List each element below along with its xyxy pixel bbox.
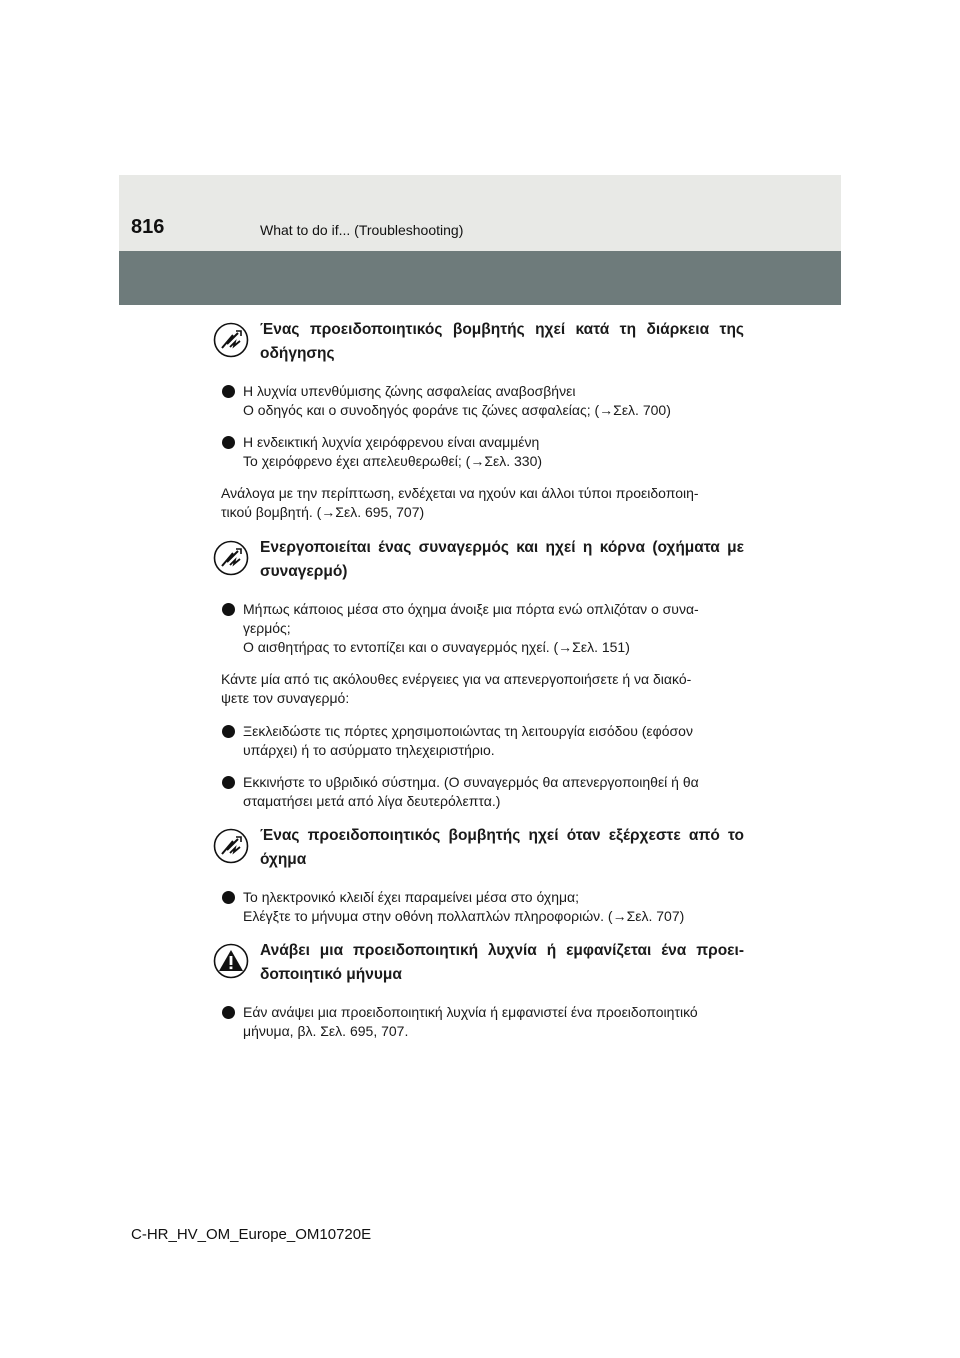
warning-buzzer-icon: [213, 322, 249, 358]
bullet-dot-icon: [222, 776, 235, 789]
bullet-dot-icon: [222, 385, 235, 398]
section-heading: [221, 318, 744, 368]
content-area: [221, 318, 744, 1054]
section-band: [119, 251, 841, 305]
text-line: Η λυχνία υπενθύμισης ζώνης ασφαλείας αναβοσβήνει: [243, 383, 576, 399]
bullet-item: [221, 1003, 744, 1041]
text-line: γερμός;: [243, 620, 291, 636]
bullet-item: [221, 382, 744, 420]
section-title: Ενεργοποιείται ένας συναγερμός και ηχεί η κόρνα (οχήματα με συναγερμό): [260, 539, 744, 580]
text-line: Ο αισθητήρας το εντοπίζει και ο συναγερμός ηχεί. (→Σελ. 151): [243, 639, 630, 655]
text-line: Η ενδεικτική λυχνία χειρόφρενου είναι αναμμένη: [243, 434, 540, 450]
section-heading: [221, 939, 744, 989]
chapter-title: What to do if... (Troubleshooting): [260, 222, 464, 238]
bullet-dot-icon: [222, 603, 235, 616]
text-line: Εκκινήστε το υβριδικό σύστημα. (Ο συναγερμός θα απενεργοποιηθεί ή θα: [243, 774, 699, 790]
section-title: Ένας προειδοποιητικός βομβητής ηχεί κατά τη διάρκεια της οδήγησης: [260, 321, 744, 362]
header-band: [119, 175, 841, 251]
bullet-item: [221, 600, 744, 657]
alarm-horn-icon: [213, 540, 249, 576]
text-line: Το χειρόφρενο έχει απελευθερωθεί; (→Σελ. 330): [243, 453, 543, 469]
text-line: τικού βομβητή. (→Σελ. 695, 707): [221, 504, 425, 520]
text-line: υπάρχει) ή το ασύρματο τηλεχειριστήριο.: [243, 742, 495, 758]
text-line: ψετε τον συναγερμό:: [221, 690, 350, 706]
bullet-dot-icon: [222, 1006, 235, 1019]
text-line: Κάντε μία από τις ακόλουθες ενέργειες για να απενεργοποιήσετε ή να διακό-: [221, 671, 692, 687]
section-2: [221, 536, 744, 811]
bullet-item: [221, 888, 744, 926]
bullet-dot-icon: [222, 891, 235, 904]
text-line: Εάν ανάψει μια προειδοποιητική λυχνία ή εμφανιστεί ένα προειδοποιητικό: [243, 1004, 698, 1020]
section-title: Ένας προειδοποιητικός βομβητής ηχεί όταν εξέρχεστε από το όχημα: [260, 827, 744, 868]
bullet-dot-icon: [222, 725, 235, 738]
text-line: Ελέγξτε το μήνυμα στην οθόνη πολλαπλών πληροφοριών. (→Σελ. 707): [243, 908, 685, 924]
bullet-dot-icon: [222, 436, 235, 449]
section-heading: [221, 824, 744, 874]
bullet-item: [221, 773, 744, 811]
section-3: [221, 824, 744, 926]
section-4: [221, 939, 744, 1041]
text-line: Ξεκλειδώστε τις πόρτες χρησιμοποιώντας τη λειτουργία εισόδου (εφόσον: [243, 723, 693, 739]
paragraph: [221, 484, 744, 522]
bullet-item: [221, 722, 744, 760]
text-line: μήνυμα, βλ. Σελ. 695, 707.: [243, 1023, 409, 1039]
text-line: Ανάλογα με την περίπτωση, ενδέχεται να ηχούν και άλλοι τύποι προειδοποιη-: [221, 485, 699, 501]
section-heading: [221, 536, 744, 586]
bullet-item: [221, 433, 744, 471]
warning-triangle-icon: [213, 943, 249, 979]
warning-buzzer-icon: [213, 828, 249, 864]
text-line: Μήπως κάποιος μέσα στο όχημα άνοιξε μια πόρτα ενώ οπλιζόταν ο συνα-: [243, 601, 699, 617]
text-line: σταματήσει μετά από λίγα δευτερόλεπτα.): [243, 793, 501, 809]
text-line: Ο οδηγός και ο συνοδηγός φοράνε τις ζώνες ασφαλείας; (→Σελ. 700): [243, 402, 671, 418]
document-code: C-HR_HV_OM_Europe_OM10720E: [131, 1226, 372, 1243]
section-1: [221, 318, 744, 522]
paragraph: [221, 670, 744, 708]
page-number: 816: [131, 216, 165, 238]
section-title: Ανάβει μια προειδοποιητική λυχνία ή εμφανίζεται ένα προει- δοποιητικό μήνυμα: [260, 942, 744, 983]
text-line: Το ηλεκτρονικό κλειδί έχει παραμείνει μέσα στο όχημα;: [243, 889, 580, 905]
